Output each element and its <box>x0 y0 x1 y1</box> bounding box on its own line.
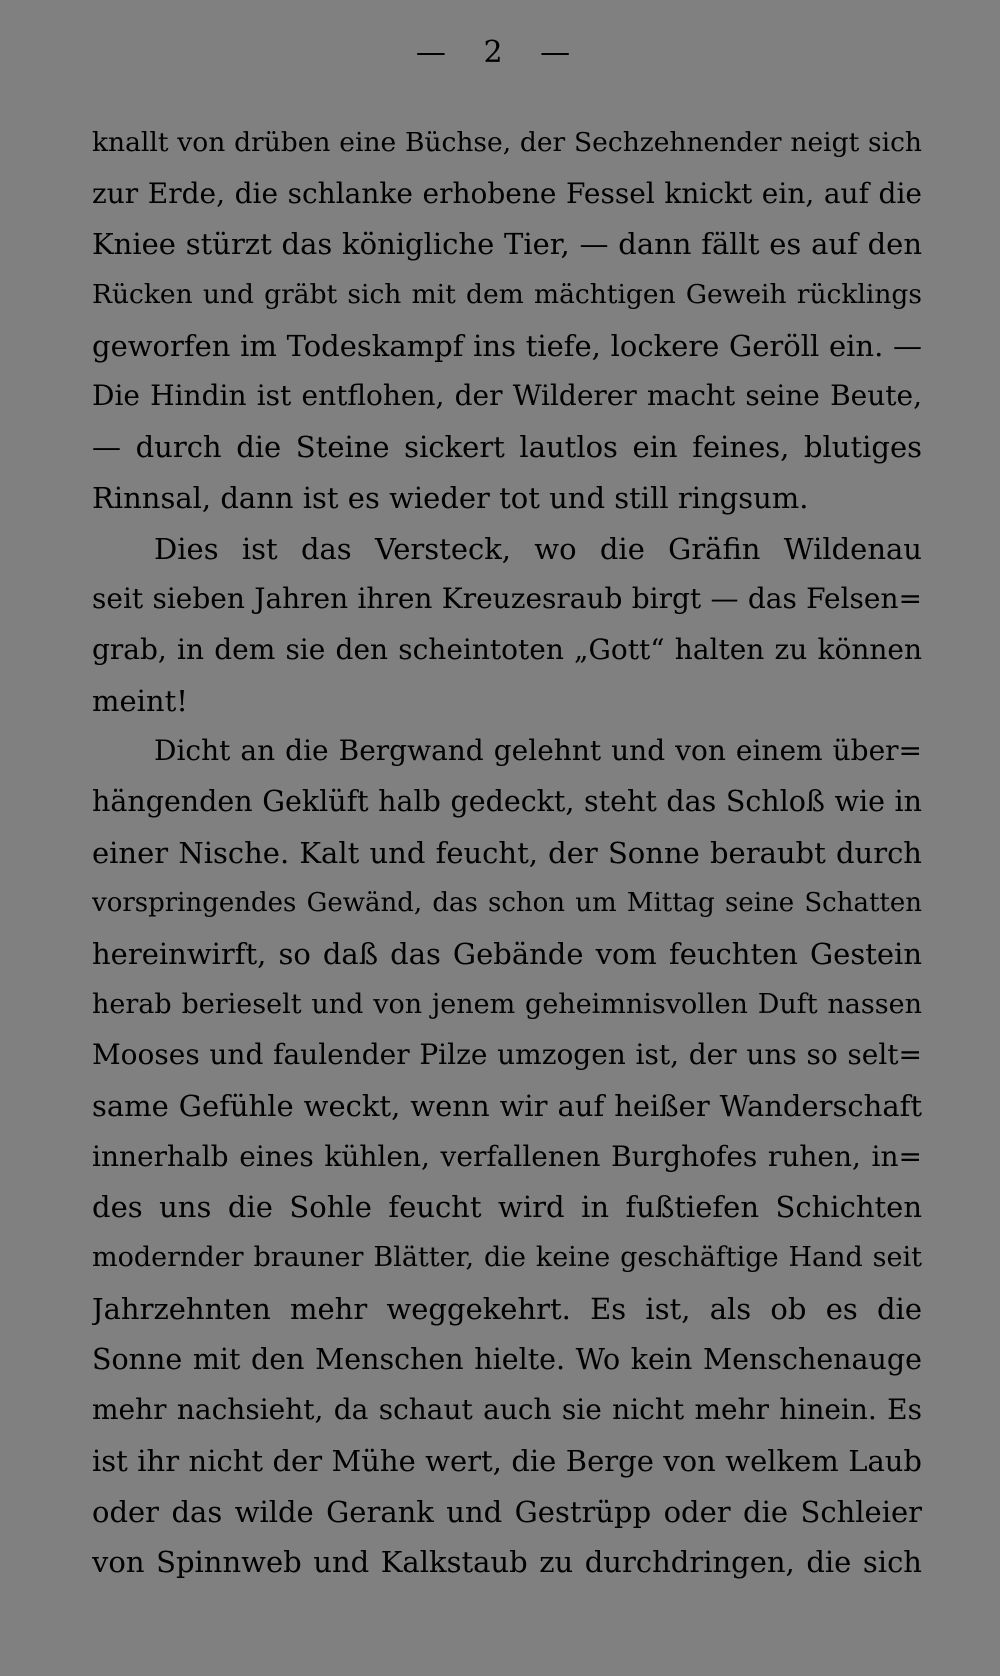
text-line: Sonne mit den Menschen hielte. Wo kein Menschenauge <box>92 1342 922 1376</box>
text-line: knallt von drüben eine Büchse, der Sechzehnender neigt sich <box>92 127 922 158</box>
text-line: Die Hindin ist entflohen, der Wilderer macht seine Beute, <box>92 379 922 413</box>
text-line: same Gefühle weckt, wenn wir auf heißer Wanderschaft <box>92 1089 922 1124</box>
text-line: innerhalb eines kühlen, verfallenen Burghofes ruhen, in= <box>92 1139 922 1173</box>
text-line: vorspringendes Gewänd, das schon um Mittag seine Schatten <box>92 888 922 919</box>
text-line: oder das wilde Gerank und Gestrüpp oder die Schleier <box>92 1494 922 1529</box>
text-line: hereinwirft, so daß das Gebände vom feuchten Gestein <box>92 937 922 971</box>
text-line: mehr nachsieht, da schaut auch sie nicht mehr hinein. Es <box>92 1393 922 1427</box>
text-line: geworfen im Todeskampf ins tiefe, lockere Geröll ein. — <box>92 328 922 363</box>
text-line: ist ihr nicht der Mühe wert, die Berge von welkem Laub <box>92 1443 922 1478</box>
text-line: Dies ist das Versteck, wo die Gräfin Wildenau <box>154 531 922 566</box>
text-line: Dicht an die Bergwand gelehnt und von einem über= <box>154 734 922 768</box>
text-line: Rücken und gräbt sich mit dem mächtigen Geweih rücklings <box>92 279 922 311</box>
text-line: seit sieben Jahren ihren Kreuzesraub birgt — das Felsen= <box>92 582 922 616</box>
text-line: grab, in dem sie den scheintoten „Gott“ halten zu können <box>92 632 922 666</box>
text-line: herab berieselt und von jenem geheimnisvollen Duft nassen <box>92 988 922 1020</box>
text-line: zur Erde, die schlanke erhobene Fessel knickt ein, auf die <box>92 176 922 210</box>
text-line: von Spinnweb und Kalkstaub zu durchdringen, die sich <box>92 1545 922 1580</box>
text-line: modernder brauner Blätter, die keine geschäftige Hand seit <box>92 1242 922 1274</box>
page-number: — 2 — <box>415 35 585 70</box>
text-line: Mooses und faulender Pilze umzogen ist, der uns so selt= <box>92 1038 922 1072</box>
text-line: Jahrzehnten mehr weggekehrt. Es ist, als ob es die <box>92 1291 922 1326</box>
text-line: einer Nische. Kalt und feucht, der Sonne beraubt durch <box>92 835 922 870</box>
text-line: — durch die Steine sickert lautlos ein feines, blutiges <box>92 430 922 465</box>
text-line: des uns die Sohle feucht wird in fußtiefen Schichten <box>92 1190 922 1225</box>
text-line: Rinnsal, dann ist es wieder tot und still ringsum. <box>92 480 809 515</box>
text-line: meint! <box>92 683 188 718</box>
text-line: Kniee stürzt das königliche Tier, — dann fällt es auf den <box>92 227 922 262</box>
body-text <box>92 118 922 1588</box>
text-line: hängenden Geklüft halb gedeckt, steht das Schloß wie in <box>92 784 922 818</box>
